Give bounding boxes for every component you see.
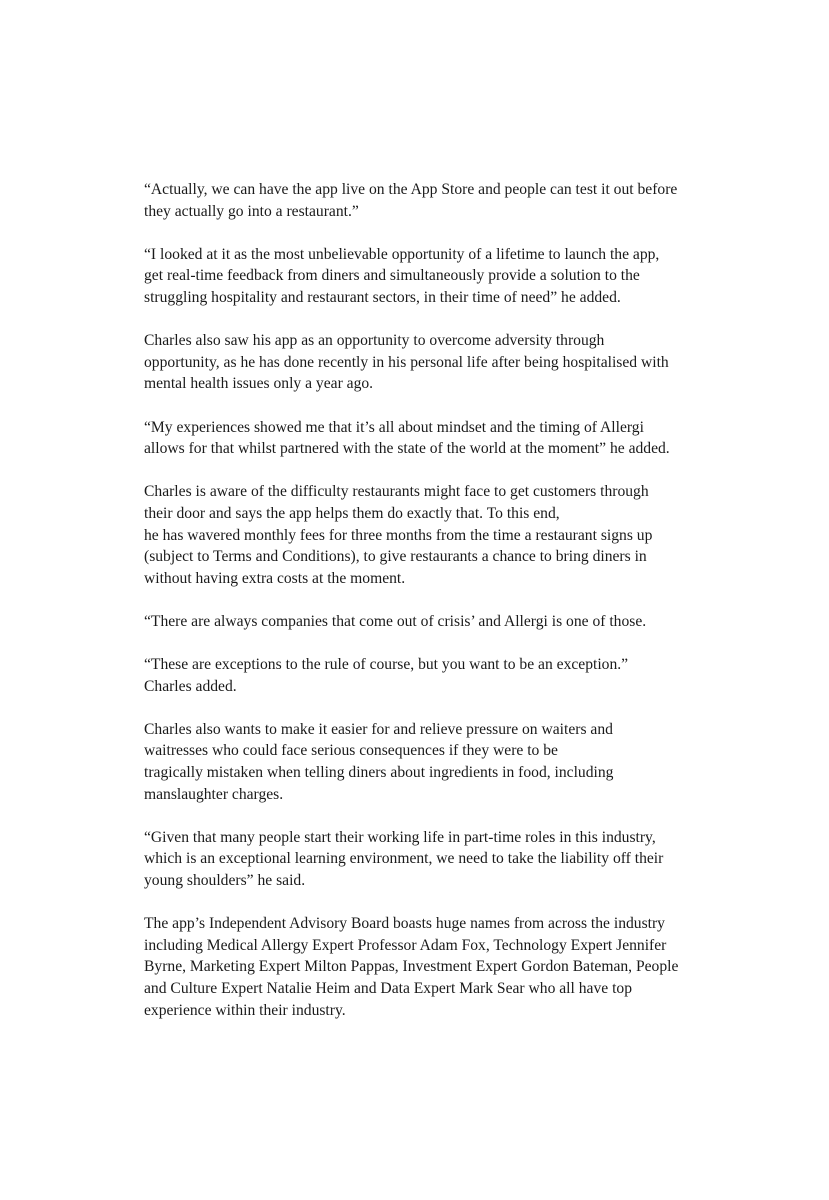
text-line: mental health issues only a year ago. [144,375,374,393]
text-line: get real-time feedback from diners and simultaneously provide a solution to the [144,267,640,285]
text-line: Charles is aware of the difficulty restaurants might face to get customers through [144,483,649,501]
text-line: Charles added. [144,677,237,695]
paragraph [144,827,704,892]
text-line: (subject to Terms and Conditions), to give restaurants a chance to bring diners in [144,548,647,566]
text-line: their door and says the app helps them do exactly that. To this end, [144,504,560,522]
paragraph [144,654,704,697]
text-line: “There are always companies that come out of crisis’ and Allergi is one of those. [144,612,647,630]
text-line: waitresses who could face serious consequences if they were to be [144,742,558,760]
paragraph [144,719,704,805]
paragraph [144,913,704,1021]
paragraph [144,417,704,460]
text-line: tragically mistaken when telling diners about ingredients in food, including [144,764,614,782]
text-line: struggling hospitality and restaurant sectors, in their time of need” he added. [144,288,621,306]
text-line: young shoulders” he said. [144,872,306,889]
text-line: opportunity, as he has done recently in his personal life after being hospitalised with [144,353,669,371]
paragraph [144,244,704,309]
text-line: experience within their industry. [144,1001,346,1019]
text-line: Charles also saw his app as an opportunity to overcome adversity through [144,332,605,350]
text-line: “I looked at it as the most unbelievable opportunity of a lifetime to launch the app, [144,245,660,263]
paragraph [144,179,704,222]
text-line: without having extra costs at the moment. [144,569,406,587]
text-line: Charles also wants to make it easier for and relieve pressure on waiters and [144,720,613,738]
text-line: “My experiences showed me that it’s all about mindset and the timing of Allergi [144,418,644,436]
text-line: including Medical Allergy Expert Professor Adam Fox, Technology Expert Jennifer [144,936,667,954]
text-line: “These are exceptions to the rule of course, but you want to be an exception.” [144,656,629,674]
text-line: manslaughter charges. [144,785,284,803]
text-line: and Culture Expert Natalie Heim and Data Expert Mark Sear who all have top [144,979,633,997]
paragraph [144,611,704,633]
text-line: allows for that whilst partnered with the state of the world at the moment” he added. [144,440,670,458]
text-line: “Given that many people start their working life in part-time roles in this industry, [144,828,656,846]
text-line: which is an exceptional learning environment, we need to take the liability off their [144,850,664,868]
paragraph [144,481,704,589]
text-line: The app’s Independent Advisory Board boasts huge names from across the industry [144,915,665,933]
text-line: they actually go into a restaurant.” [144,202,359,220]
document-body [144,179,704,1043]
paragraph [144,330,704,395]
text-line: he has wavered monthly fees for three months from the time a restaurant signs up [144,526,653,544]
text-line: Byrne, Marketing Expert Milton Pappas, Investment Expert Gordon Bateman, People [144,958,679,976]
text-line: “Actually, we can have the app live on the App Store and people can test it out before [144,181,678,198]
